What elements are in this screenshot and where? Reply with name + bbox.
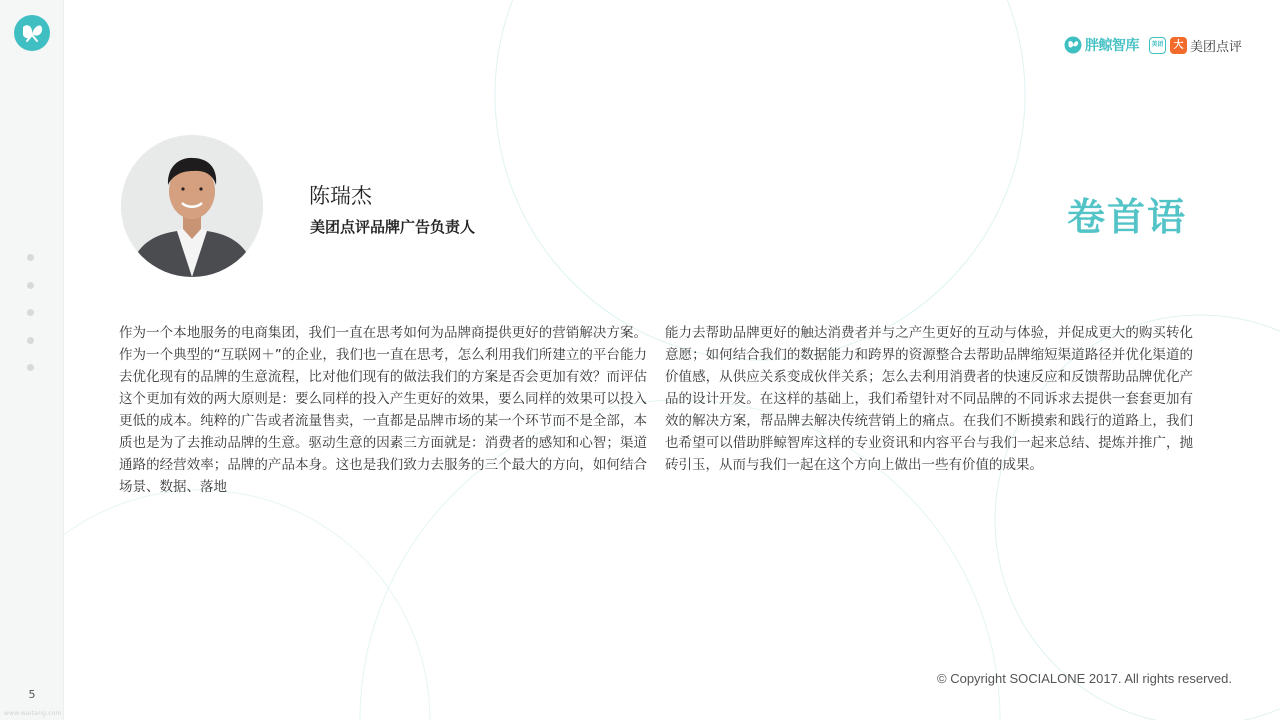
watermark-text: www.waitang.com	[4, 710, 62, 717]
pangjing-logo-text: 胖鲸智库	[1084, 38, 1139, 54]
nav-dot[interactable]	[27, 337, 34, 344]
deco-circle-top	[495, 0, 1025, 360]
deco-circle-left	[0, 490, 430, 720]
left-rail	[0, 0, 64, 720]
header-logos	[1064, 33, 1242, 57]
person-title: 美团点评品牌广告负责人	[310, 218, 476, 236]
meituan-badge-icon: 美团	[1149, 37, 1166, 54]
slide-nav-dots	[27, 254, 34, 392]
brand-leaf-icon	[13, 14, 51, 52]
body-text-left: 作为一个本地服务的电商集团，我们一直在思考如何为品牌商提供更好的营销解决方案。作为一个典型的“互联网＋”的企业，我们也一直在思考，怎么利用我们所建立的平台能力去优化现有的品牌的生意流程，比对他们现有的做法我们的方案是否会更加有效？而评估这个更加有效的两大原则是：要么同样的投入产生更好的效果，要么同样的效果可以投入更低的成本。纯粹的广告或者流量售卖，一直都是品牌市场的某一个环节而不是全部，本质也是为了去推动品牌的生意。驱动生意的因素三方面就是：消费者的感知和心智；渠道通路的经营效率；品牌的产品本身。这也是我们致力去服务的三个最大的方向，如何结合场景、数据、落地	[119, 325, 647, 495]
nav-dot[interactable]	[27, 364, 34, 371]
pangjing-logo	[1064, 35, 1139, 55]
nav-dot[interactable]	[27, 282, 34, 289]
portrait-illustration	[121, 135, 263, 277]
meituan-dianping-logo	[1149, 36, 1242, 55]
avatar	[121, 135, 263, 277]
meituan-dianping-logo-text: 美团点评	[1189, 39, 1242, 55]
dianping-badge-icon: 大	[1170, 37, 1187, 54]
copyright-text: © Copyright SOCIALONE 2017. All rights reserved.	[937, 671, 1232, 686]
person-name: 陈瑞杰	[309, 184, 372, 208]
section-title: 卷首语	[1066, 195, 1187, 239]
nav-dot[interactable]	[27, 309, 34, 316]
page-number: 5	[28, 688, 36, 701]
body-text-right: 能力去帮助品牌更好的触达消费者并与之产生更好的互动与体验，并促成更大的购买转化意愿；如何结合我们的数据能力和跨界的资源整合去帮助品牌缩短渠道路径并优化渠道的价值感，从供应关系变成伙伴关系；怎么去利用消费者的快速反应和反馈帮助品牌优化产品的设计开发。在这样的基础上，我们希望针对不同品牌的不同诉求去提供一套套更加有效的解决方案，帮品牌去解决传统营销上的痛点。在我们不断摸索和践行的道路上，我们也希望可以借助胖鲸智库这样的专业资讯和内容平台与我们一起来总结、提炼并推广，抛砖引玉，从而与我们一起在这个方向上做出一些有价值的成果。	[665, 325, 1193, 473]
pangjing-leaf-icon	[1064, 36, 1082, 54]
nav-dot[interactable]	[27, 254, 34, 261]
